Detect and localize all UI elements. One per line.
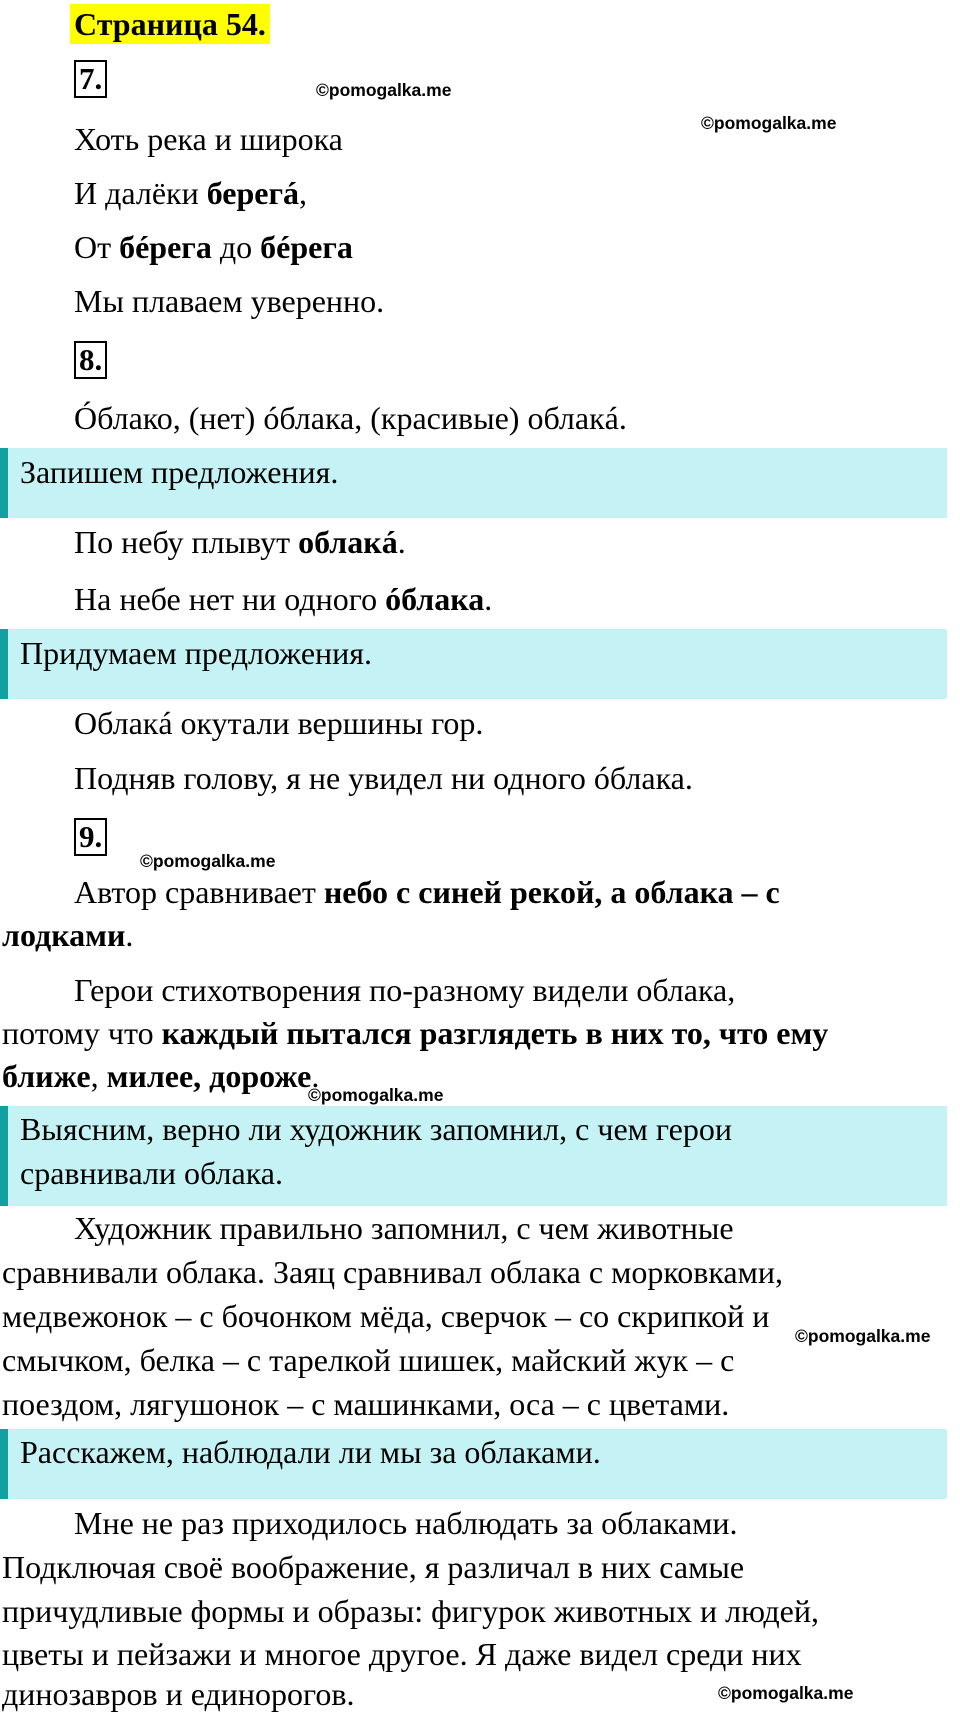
instruction-text: Запишем предложения. bbox=[20, 454, 339, 490]
paragraph-4-line-4: цветы и пейзажи и многое другое. Я даже видел среди них bbox=[2, 1636, 802, 1672]
paragraph-text: Автор сравнивает bbox=[74, 874, 324, 910]
answer-bold: небо с синей рекой, а облака – с bbox=[323, 874, 780, 910]
paragraph-4-line-1: Мне не раз приходилось наблюдать за облаками. bbox=[74, 1505, 738, 1541]
sentence-2 bbox=[74, 579, 492, 619]
sentence-text: По небу плывут bbox=[74, 524, 299, 560]
paragraph-3-line-1: Художник правильно запомнил, с чем животные bbox=[74, 1210, 734, 1246]
watermark: ©pomogalka.me bbox=[701, 113, 837, 133]
answer-bold: ближе bbox=[2, 1058, 91, 1094]
poem-text: От bbox=[74, 229, 120, 265]
paragraph-3-line-5: поездом, лягушонок – с машинками, оса – с цветами. bbox=[2, 1386, 730, 1422]
watermark: ©pomogalka.me bbox=[718, 1683, 854, 1703]
watermark: ©pomogalka.me bbox=[316, 80, 452, 100]
paragraph-2-line-2 bbox=[2, 1013, 828, 1053]
paragraph-4-line-3: причудливые формы и образы: фигурок животных и людей, bbox=[2, 1593, 819, 1629]
paragraph-2-line-3 bbox=[2, 1056, 319, 1096]
poem-text: Мы плаваем уверенно. bbox=[74, 283, 385, 319]
paragraph-3-line-3: медвежонок – с бочонком мёда, сверчок – со скрипкой и bbox=[2, 1298, 770, 1334]
poem-text: И далёки bbox=[74, 175, 207, 211]
paragraph-text: , bbox=[90, 1058, 107, 1094]
paragraph-4-line-2: Подключая своё воображение, я различал в них самые bbox=[2, 1549, 745, 1585]
page-title: Страница 54. bbox=[70, 4, 270, 44]
sentence-text: На небе нет ни одного bbox=[74, 581, 386, 617]
instruction-text: Выясним, верно ли художник запомнил, с чем герои bbox=[20, 1111, 732, 1147]
sentence-3: Облакá окутали вершины гор. bbox=[74, 705, 484, 741]
sentence-text: . bbox=[484, 581, 493, 617]
paragraph-3-line-4: смычком, белка – с тарелкой шишек, майский жук – с bbox=[2, 1342, 735, 1378]
stressed-word: бéрега bbox=[260, 229, 353, 265]
stressed-word: бéрега bbox=[119, 229, 212, 265]
poem-text: Хоть река и широка bbox=[74, 121, 343, 157]
answer-bold: милее, дороже bbox=[106, 1058, 312, 1094]
answer-bold: каждый пытался разглядеть в них то, что ему bbox=[161, 1015, 829, 1051]
task-number-7: 7. bbox=[74, 60, 107, 98]
paragraph-text: потому что bbox=[2, 1015, 162, 1051]
sentence-text: . bbox=[397, 524, 406, 560]
paragraph-2-line-1: Герои стихотворения по-разному видели облака, bbox=[74, 972, 736, 1008]
instruction-band bbox=[0, 448, 947, 518]
stressed-word: облакá bbox=[298, 524, 398, 560]
poem-text: до bbox=[211, 229, 261, 265]
instruction-band bbox=[0, 629, 947, 699]
instruction-text: Придумаем предложения. bbox=[20, 635, 372, 671]
instruction-text: Расскажем, наблюдали ли мы за облаками. bbox=[20, 1434, 601, 1470]
poem-line-2 bbox=[74, 173, 307, 213]
sentence-4: Подняв голову, я не увидел ни одного óблака. bbox=[74, 760, 693, 796]
stressed-word: берегá bbox=[206, 175, 300, 211]
stressed-word: óблака bbox=[385, 581, 485, 617]
watermark: ©pomogalka.me bbox=[140, 851, 276, 871]
paragraph-4-line-5: динозавров и единорогов. bbox=[2, 1676, 355, 1712]
word-forms: Óблако, (нет) óблака, (красивые) облакá. bbox=[74, 400, 627, 436]
instruction-text: сравнивали облака. bbox=[20, 1155, 283, 1191]
paragraph-1-line-1 bbox=[74, 872, 780, 912]
task-number-9: 9. bbox=[74, 818, 107, 856]
instruction-band bbox=[0, 1106, 947, 1206]
paragraph-1-line-2 bbox=[2, 915, 133, 955]
poem-text: , bbox=[299, 175, 308, 211]
instruction-band bbox=[0, 1429, 947, 1499]
answer-bold: лодками bbox=[2, 917, 126, 953]
task-number-8: 8. bbox=[74, 341, 107, 379]
paragraph-text: . bbox=[125, 917, 134, 953]
sentence-1 bbox=[74, 522, 406, 562]
watermark: ©pomogalka.me bbox=[795, 1326, 931, 1346]
poem-line-1 bbox=[74, 119, 343, 159]
poem-line-3 bbox=[74, 227, 353, 267]
paragraph-text: . bbox=[311, 1058, 320, 1094]
poem-line-4 bbox=[74, 281, 384, 321]
paragraph-3-line-2: сравнивали облака. Заяц сравнивал облака с морковками, bbox=[2, 1254, 783, 1290]
watermark: ©pomogalka.me bbox=[308, 1085, 444, 1105]
